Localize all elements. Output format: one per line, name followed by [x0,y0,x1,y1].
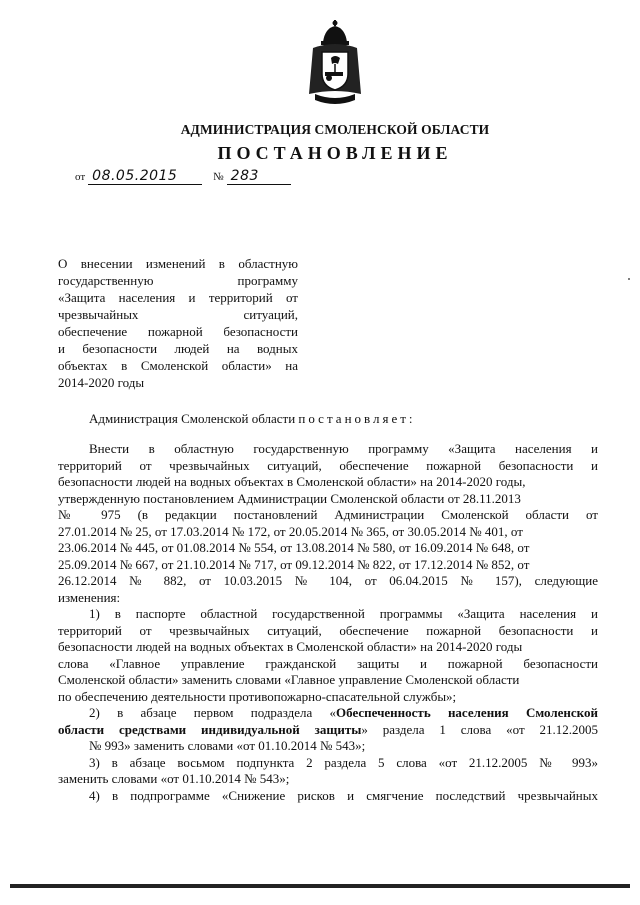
subject-line: государственную программу [58,273,298,288]
date-value: 08.05.2015 [88,168,202,185]
bold-subsection-title: области средствами индивидуальной защиты [58,721,362,737]
body-text-run: 2) в абзаце первом подраздела « [89,705,336,720]
body-text [58,441,598,804]
body-line: утвержденную постановлением Администрации Смоленской области от 28.11.2013 [58,490,521,506]
number-label: № [213,171,224,183]
subject-line: чрезвычайных ситуаций, [58,307,298,322]
body-line: слова «Главное управление гражданской защиты и пожарной безопасности [58,655,598,671]
body-line: 27.01.2014 № 25, от 17.03.2014 № 172, от 20.05.2014 № 365, от 30.05.2014 № 401, от [58,523,523,539]
body-line: Внести в областную государственную программу «Защита населения и [89,441,598,456]
body-line: территорий от чрезвычайных ситуаций, обеспечение пожарной безопасности и [58,457,598,473]
date-number-line [75,168,291,185]
body-line: безопасности людей на водных объектах в Смоленской области» на 2014-2020 годы [58,639,523,654]
body-line: 25.09.2014 № 667, от 21.10.2014 № 717, от 09.12.2014 № 822, от 17.12.2014 № 852, от [58,556,530,572]
body-line: № 993» заменить словами «от 01.10.2014 № 543»; [89,738,366,753]
body-line: 23.06.2014 № 445, от 01.08.2014 № 554, от 13.08.2014 № 580, от 16.09.2014 № 648, от [58,540,530,555]
body-text-run: » раздела 1 слова «от 21.12.2005 [361,721,598,737]
body-line: безопасности людей на водных объектах в Смоленской области» на 2014-2020 годы, [58,474,526,489]
organization-title: АДМИНИСТРАЦИЯ СМОЛЕНСКОЙ ОБЛАСТИ [180,122,490,137]
bold-subsection-title: Обеспеченность населения Смоленской [336,705,598,720]
number-value: 283 [227,168,291,185]
intro-line [89,411,416,427]
body-line: изменения: [58,589,121,605]
body-line: 4) в подпрограмме «Снижение рисков и смягчение последствий чрезвычайных [89,787,598,803]
body-line: территорий от чрезвычайных ситуаций, обеспечение пожарной безопасности и [58,622,598,638]
subject-line: О внесении изменений в областную [58,256,298,271]
subject-line: «Защита населения и территорий от [58,290,298,305]
scan-bottom-edge [10,884,630,888]
scan-speck [628,278,630,280]
subject-line: объектах в Смоленской области» на [58,358,298,373]
body-line: 1) в паспорте областной государственной программы «Защита населения и [89,606,598,621]
body-line: Смоленской области» заменить словами «Главное управление Смоленской области [58,672,520,687]
subject-line: и безопасности людей на водных [58,341,298,356]
body-line: по обеспечению деятельности противопожарно-спасательной службы»; [58,688,457,704]
body-line: заменить словами «от 01.10.2014 № 543»; [58,771,290,786]
intro-prefix: Администрация Смоленской области [89,411,296,426]
date-label: от [75,171,86,183]
body-line: 3) в абзаце восьмом подпункта 2 раздела 5 слова «от 21.12.2005 № 993» [89,754,598,770]
intro-verb: постановляет: [298,411,416,426]
subject-block [58,255,298,391]
document-type: ПОСТАНОВЛЕНИЕ [217,143,453,163]
subject-line: обеспечение пожарной безопасности [58,324,298,339]
smolensk-coat-of-arms-icon [305,18,365,110]
body-line [58,722,598,739]
body-line: № 975 (в редакции постановлений Администрации Смоленской области от [58,507,598,522]
subject-line: 2014-2020 годы [58,375,145,390]
body-line [58,705,598,722]
body-line: 26.12.2014 № 882, от 10.03.2015 № 104, от 06.04.2015 № 157), следующие [58,573,598,588]
